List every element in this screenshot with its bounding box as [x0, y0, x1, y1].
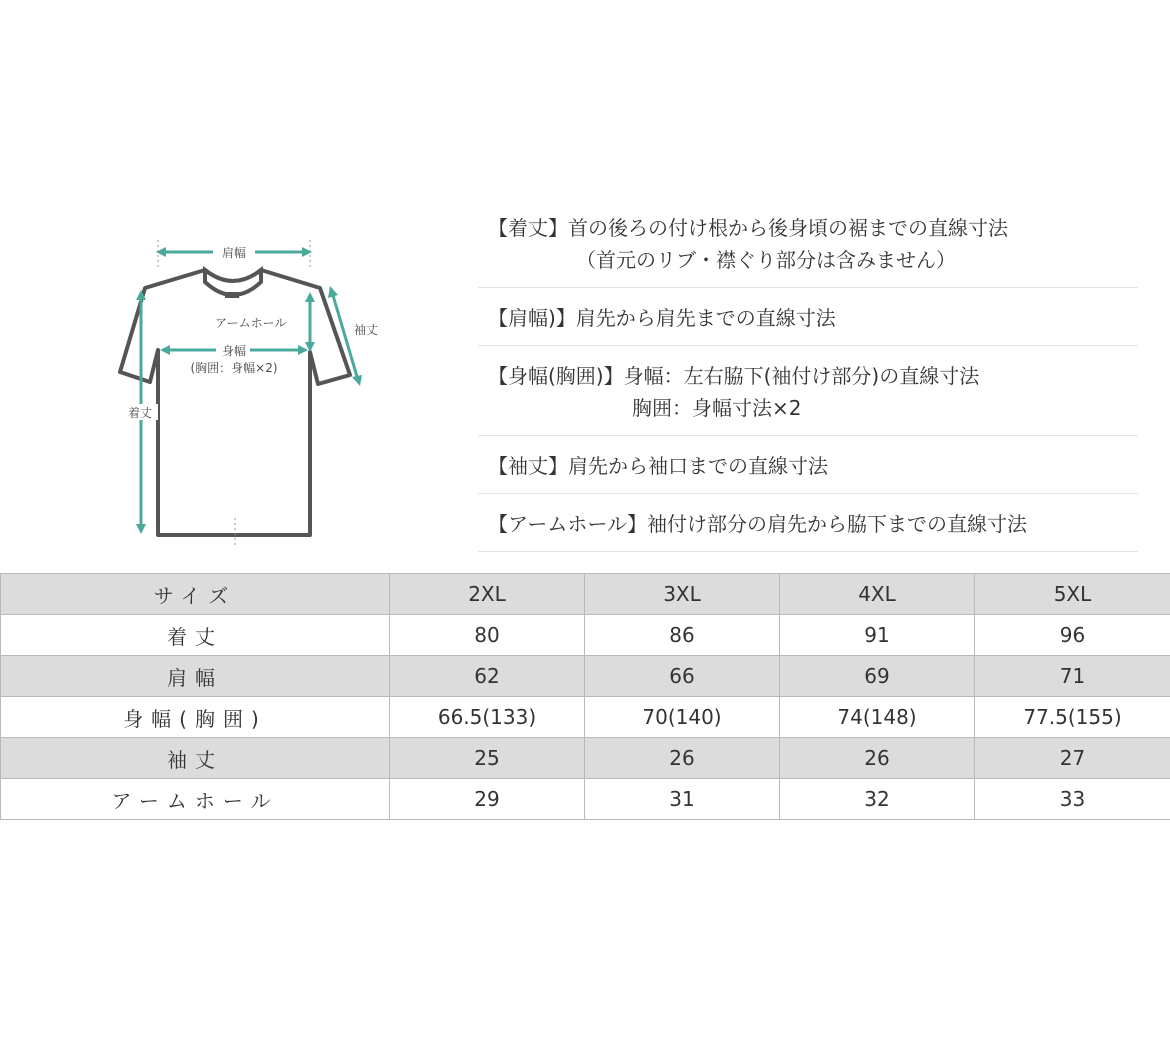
table-row [1, 779, 1170, 820]
table-cell: 96 [975, 615, 1170, 656]
header-cell: 4XL [780, 574, 975, 615]
tshirt-diagram [110, 230, 400, 550]
definition-text: 【アームホール】袖付け部分の肩先から脇下までの直線寸法 [488, 512, 1027, 536]
size-table [0, 573, 1170, 820]
table-cell: 26 [585, 738, 780, 779]
table-row [1, 656, 1170, 697]
table-cell: 91 [780, 615, 975, 656]
table-cell: 71 [975, 656, 1170, 697]
definition-text: 【着丈】首の後ろの付け根から後身頃の裾までの直線寸法 [488, 216, 1008, 240]
table-cell: 25 [390, 738, 585, 779]
table-cell: 77.5(155) [975, 697, 1170, 738]
row-label: 着丈 [1, 615, 390, 656]
table-cell: 70(140) [585, 697, 780, 738]
tshirt-outline [110, 230, 400, 550]
body-width-label: 身幅 [221, 344, 247, 358]
table-cell: 27 [975, 738, 1170, 779]
definition-text: 【身幅(胸囲)】身幅：左右脇下(袖付け部分)の直線寸法 [488, 364, 980, 388]
definition-sleeve [478, 446, 1138, 494]
table-cell: 26 [780, 738, 975, 779]
chest-label: (胸囲：身幅×2) [190, 361, 278, 375]
table-row [1, 738, 1170, 779]
table-cell: 66.5(133) [390, 697, 585, 738]
table-row [1, 615, 1170, 656]
table-cell: 86 [585, 615, 780, 656]
definition-armhole [478, 504, 1138, 552]
definition-body-width [478, 356, 1138, 436]
table-cell: 29 [390, 779, 585, 820]
table-cell: 62 [390, 656, 585, 697]
header-cell: サイズ [1, 574, 390, 615]
definition-note: （首元のリブ・襟ぐり部分は含みません） [576, 248, 956, 272]
header-cell: 2XL [390, 574, 585, 615]
header-cell: 5XL [975, 574, 1170, 615]
row-label: 肩幅 [1, 656, 390, 697]
definition-text: 【袖丈】肩先から袖口までの直線寸法 [488, 454, 828, 478]
shoulder-label: 肩幅 [221, 246, 247, 260]
sleeve-label: 袖丈 [354, 323, 379, 337]
definition-note: 胸囲：身幅寸法×2 [632, 396, 802, 420]
definition-text: 【肩幅)】肩先から肩先までの直線寸法 [488, 306, 836, 330]
table-cell: 66 [585, 656, 780, 697]
table-row [1, 697, 1170, 738]
header-cell: 3XL [585, 574, 780, 615]
table-cell: 31 [585, 779, 780, 820]
measurement-definitions [478, 208, 1138, 562]
table-cell: 69 [780, 656, 975, 697]
row-label: 身幅(胸囲) [1, 697, 390, 738]
table-cell: 33 [975, 779, 1170, 820]
definition-length [478, 208, 1138, 288]
row-label: アームホール [1, 779, 390, 820]
armhole-label: アームホール [215, 316, 287, 330]
row-label: 袖丈 [1, 738, 390, 779]
table-cell: 74(148) [780, 697, 975, 738]
table-cell: 32 [780, 779, 975, 820]
table-cell: 80 [390, 615, 585, 656]
table-header-row [1, 574, 1170, 615]
definition-shoulder [478, 298, 1138, 346]
length-label: 着丈 [127, 406, 153, 420]
